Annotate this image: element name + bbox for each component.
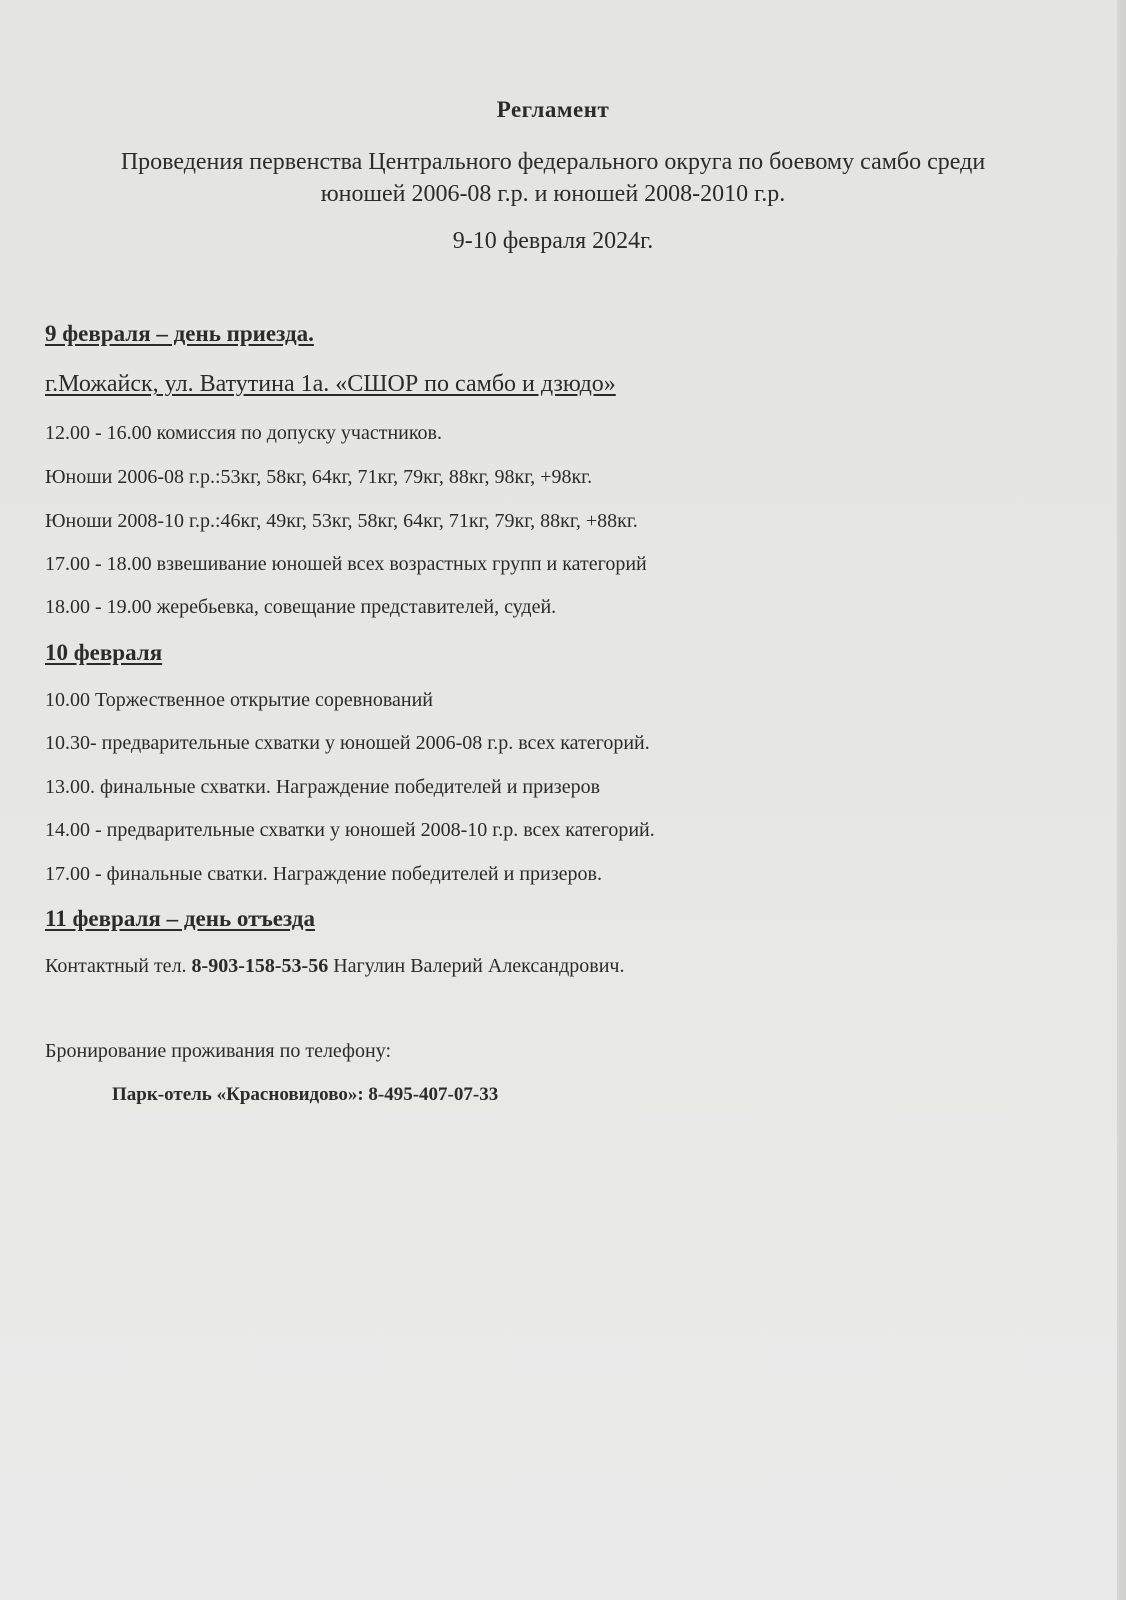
document-title: Регламент <box>496 97 610 122</box>
day2-item: 10.00 Торжественное открытие соревнований <box>45 689 434 711</box>
day2-item: 10.30- предварительные схватки у юношей 2006-08 г.р. всех категорий. <box>45 732 650 754</box>
contact-prefix: Контактный тел. <box>45 955 192 977</box>
paper-edge-shadow <box>1117 0 1126 1600</box>
booking-label: Бронирование проживания по телефону: <box>45 1040 391 1062</box>
contact-line <box>45 955 624 978</box>
day1-item: Юноши 2006-08 г.р.:53кг, 58кг, 64кг, 71кг, 79кг, 88кг, 98кг, +98кг. <box>45 466 593 488</box>
day3-heading: 11 февраля – день отъезда <box>45 906 315 931</box>
venue-address: г.Можайск, ул. Ватутина 1а. «СШОР по самбо и дзюдо» <box>45 371 616 397</box>
hotel-booking: Парк-отель «Красновидово»: 8-495-407-07-33 <box>112 1084 499 1105</box>
day1-item: Юноши 2008-10 г.р.:46кг, 49кг, 53кг, 58кг, 64кг, 71кг, 79кг, 88кг, +88кг. <box>45 510 638 532</box>
day1-item: 18.00 - 19.00 жеребьевка, совещание представителей, судей. <box>45 596 557 618</box>
day2-heading: 10 февраля <box>45 640 163 665</box>
event-dates: 9-10 февраля 2024г. <box>452 228 654 254</box>
contact-name: Нагулин Валерий Александрович. <box>328 955 625 977</box>
subtitle-line-2: юношей 2006-08 г.р. и юношей 2008-2010 г.р. <box>320 181 786 207</box>
subtitle-line-1: Проведения первенства Центрального федерального округа по боевому самбо среди <box>120 149 986 175</box>
day1-item: 12.00 - 16.00 комиссия по допуску участников. <box>45 422 442 444</box>
day1-heading: 9 февраля – день приезда. <box>45 321 314 346</box>
day1-item: 17.00 - 18.00 взвешивание юношей всех возрастных групп и категорий <box>45 553 647 575</box>
document-subtitle <box>0 146 1106 210</box>
day2-item: 14.00 - предварительные схватки у юношей 2008-10 г.р. всех категорий. <box>45 819 655 841</box>
day2-item: 17.00 - финальные сватки. Награждение победителей и призеров. <box>45 863 602 885</box>
contact-phone: 8-903-158-53-56 <box>191 955 329 977</box>
day2-item: 13.00. финальные схватки. Награждение победителей и призеров <box>45 776 601 798</box>
